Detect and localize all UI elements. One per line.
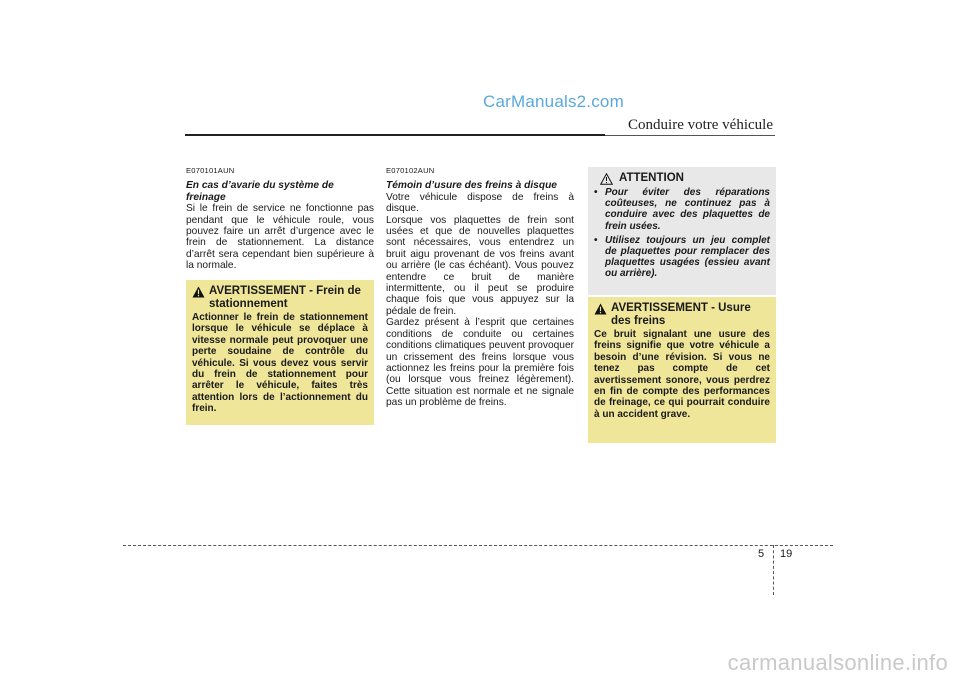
chapter-number: 5: [758, 548, 765, 560]
warning-title-row: [192, 285, 368, 310]
list-item: • Pour éviter des réparations coûteuses, ne continuez pas à conduire avec des plaquettes de frein usées.: [594, 187, 770, 232]
header-rule-thin: [605, 135, 775, 136]
footer-rule: [123, 545, 833, 546]
attention-title: ATTENTION: [619, 172, 684, 185]
warning-title-row: [594, 302, 770, 327]
caution-triangle-icon: [600, 173, 613, 185]
page-number: 19: [780, 548, 793, 560]
subheading-disc-wear: Témoin d’usure des freins à disque: [386, 180, 557, 192]
paragraph: Lorsque vos plaquettes de frein sont usées et que de nouvelles plaquettes sont nécessaires, vous entendrez un bruit aigu provenant de vos freins avant ou arrière (le cas échéant). Vous pouvez entendre ce bruit de manière intermittente, ou il peut se produire chaque fois que vous appuyez sur la pédale de frein.: [386, 214, 574, 317]
warning-body: Ce bruit signalant une usure des freins signifie que votre véhicule a besoin d’une révision. Si vous ne tenez pas compte de cet avertissement sonore, vous perdrez en fin de compte des performances de freinage, ce qui pourrait conduire à un accident grave.: [594, 329, 770, 420]
attention-box: [588, 167, 776, 295]
section-code: E070102AUN: [386, 166, 435, 175]
body-brake-failure: Si le frein de service ne fonctionne pas pendant que le véhicule roule, vous pouvez faire un arrêt d’urgence avec le frein de stationnement. La distance d’arrêt sera cependant bien supérieure à la normale.: [186, 203, 374, 272]
warning-title: AVERTISSEMENT - Usure des freins: [611, 302, 751, 327]
attention-list: [594, 187, 770, 280]
column-left: [186, 165, 374, 272]
warning-body: Actionner le frein de stationnement lorsque le véhicule se déplace à vitesse normale peut provoquer une perte soudaine de contrôle du véhicule. Si vous devez vous servir du frein de stationnement pour arrêter le véhicule, faites très attention lors de l’actionnement du frein.: [192, 312, 368, 415]
paragraph: Votre véhicule dispose de freins à disque.: [386, 191, 574, 215]
warning-title: AVERTISSEMENT - Frein de stationnement: [209, 285, 361, 310]
header-rule: [185, 134, 605, 136]
attention-title-row: [594, 173, 770, 185]
paragraph: Gardez présent à l’esprit que certaines conditions de conduite ou certaines conditions climatiques peuvent provoquer un crissement des freins lorsque vous actionnez les freins pour la première fois (ou lorsque vous freinez légèrement). Cette situation est normale et ne signale pas un problème de freins.: [386, 317, 574, 409]
section-title: Conduire votre véhicule: [628, 117, 773, 133]
watermark-top: CarManuals2.com: [483, 92, 624, 111]
column-middle: [386, 165, 574, 409]
body-disc-wear: [386, 192, 574, 409]
watermark-bottom: carmanualsonline.info: [727, 650, 948, 675]
section-code: E070101AUN: [186, 166, 235, 175]
warning-box-brake-wear: [588, 297, 776, 443]
subheading-brake-failure: En cas d’avarie du système de freinage: [186, 180, 334, 203]
list-item: • Utilisez toujours un jeu complet de plaquettes pour remplacer des plaquettes usagées (essieu avant ou arrière).: [594, 235, 770, 280]
warning-triangle-icon: [594, 303, 607, 315]
warning-box-parking-brake: [186, 280, 374, 425]
page-number-separator: [773, 545, 774, 595]
warning-triangle-icon: [192, 286, 205, 298]
